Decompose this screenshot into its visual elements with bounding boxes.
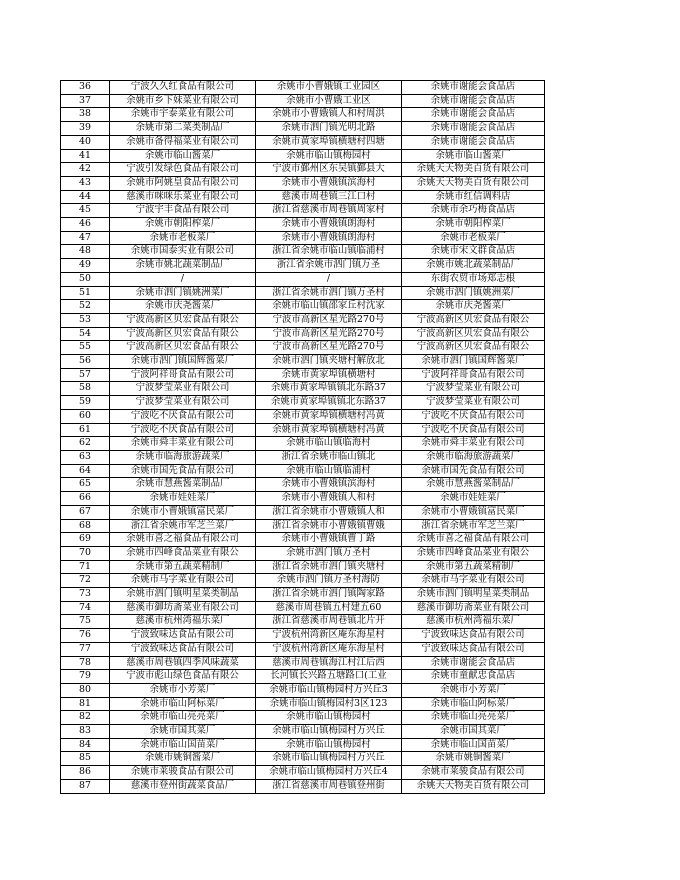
seller-cell: 宁波阿祥哥食品有限公司 — [402, 368, 545, 382]
company-name-cell: / — [110, 272, 256, 286]
company-name-cell: 余姚市四峰食品菜业有限公 — [110, 546, 256, 560]
row-number-cell: 72 — [61, 574, 110, 588]
company-name-cell: 余姚市小曹娥镇富民菜厂 — [110, 505, 256, 519]
company-name-cell: 余姚市临山酱菜厂 — [110, 149, 256, 163]
row-number-cell: 41 — [61, 149, 110, 163]
company-name-cell: 余姚市娃娃菜厂 — [110, 492, 256, 506]
table-row — [61, 437, 545, 451]
seller-cell: 慈溪市御坊斋菜业有限公司 — [402, 601, 545, 615]
company-name-cell: 余姚市莱骏食品有限公司 — [110, 766, 256, 780]
address-cell: 余姚市临山镇梅园村3区123 — [256, 697, 402, 711]
row-number-cell: 61 — [61, 423, 110, 437]
row-number-cell: 55 — [61, 341, 110, 355]
address-cell: 浙江省余姚市小曹娥镇人和 — [256, 505, 402, 519]
address-cell: 余姚市小曹娥镇朗海村 — [256, 218, 402, 232]
data-table — [60, 80, 545, 794]
address-cell: 余姚市黄家埠镇镇北东路37 — [256, 396, 402, 410]
address-cell: 浙江省余姚市泗门镇万圣 — [256, 259, 402, 273]
seller-cell: 余姚市临山阿标菜厂 — [402, 697, 545, 711]
seller-cell: 余姚市临山亮亮菜厂 — [402, 711, 545, 725]
seller-cell: 余姚市莱骏食品有限公司 — [402, 766, 545, 780]
table-row — [61, 259, 545, 273]
address-cell: 余姚市泗门镇万圣村 — [256, 546, 402, 560]
seller-cell: 余姚市朝阳榨菜厂 — [402, 218, 545, 232]
row-number-cell: 39 — [61, 122, 110, 136]
address-cell: 余姚市泗门镇万圣村海防 — [256, 574, 402, 588]
table-row — [61, 711, 545, 725]
seller-cell: 余姚市慧燕酱菜制品厂 — [402, 478, 545, 492]
address-cell: 浙江省余姚市泗门镇夹塘村 — [256, 560, 402, 574]
company-name-cell: 慈溪市杭州湾福乐菜厂 — [110, 615, 256, 629]
seller-cell: 余姚市余巧梅食品店 — [402, 204, 545, 218]
table-row — [61, 738, 545, 752]
seller-cell: 余姚市国其菜厂 — [402, 725, 545, 739]
table-row — [61, 409, 545, 423]
company-name-cell: 余姚市老板菜厂 — [110, 231, 256, 245]
company-name-cell: 余姚市阿姚皇食品有限公司 — [110, 176, 256, 190]
seller-cell: 余姚市临山酱菜厂 — [402, 149, 545, 163]
seller-cell: 余姚市小芳菜厂 — [402, 683, 545, 697]
address-cell: 余姚市临山镇临浦村 — [256, 464, 402, 478]
seller-cell: 余姚市马字菜业有限公司 — [402, 574, 545, 588]
company-name-cell: 余姚市国泰实业有限公司 — [110, 245, 256, 259]
seller-cell: 余姚市谢能会食品店 — [402, 135, 545, 149]
seller-cell: 余姚市泗门镇明星菜类制品 — [402, 588, 545, 602]
company-name-cell: 余姚市泗门镇明星菜类制品 — [110, 588, 256, 602]
seller-cell: 余姚市泗门镇姚洲菜厂 — [402, 286, 545, 300]
table-row — [61, 533, 545, 547]
seller-cell: 慈溪市杭州湾福乐菜厂 — [402, 615, 545, 629]
company-name-cell: 余姚市马字菜业有限公司 — [110, 574, 256, 588]
address-cell: 余姚市小曹娥镇曹丁路 — [256, 533, 402, 547]
row-number-cell: 85 — [61, 752, 110, 766]
address-cell: 余姚市小曹娥镇朗海村 — [256, 231, 402, 245]
table-row — [61, 218, 545, 232]
row-number-cell: 70 — [61, 546, 110, 560]
table-row — [61, 149, 545, 163]
company-name-cell: 宁波阿祥哥食品有限公司 — [110, 368, 256, 382]
table-row — [61, 300, 545, 314]
address-cell: 余姚市临山镇梅园村 — [256, 738, 402, 752]
table-row — [61, 286, 545, 300]
company-name-cell: 余姚市小芳菜厂 — [110, 683, 256, 697]
table-row — [61, 327, 545, 341]
company-name-cell: 余姚市朝阳榨菜厂 — [110, 218, 256, 232]
company-name-cell: 余姚市姚铜酱菜厂 — [110, 752, 256, 766]
row-number-cell: 60 — [61, 409, 110, 423]
address-cell: 余姚市黄家埠镇横塘村四塘 — [256, 135, 402, 149]
table-row — [61, 190, 545, 204]
company-name-cell: 宁波市彪山绿色食品有限公 — [110, 670, 256, 684]
address-cell: 宁波市高新区星光路270号 — [256, 341, 402, 355]
table-row — [61, 423, 545, 437]
address-cell: 余姚市临山镇梅园村万兴丘 — [256, 752, 402, 766]
row-number-cell: 56 — [61, 355, 110, 369]
row-number-cell: 75 — [61, 615, 110, 629]
company-name-cell: 余姚市国其菜厂 — [110, 725, 256, 739]
seller-cell: 余姚市娃娃菜厂 — [402, 492, 545, 506]
address-cell: 余姚市小曹娥工业区 — [256, 94, 402, 108]
address-cell: 余姚市小曹娥镇人和村周洪 — [256, 108, 402, 122]
row-number-cell: 83 — [61, 725, 110, 739]
address-cell: 长河镇长兴路五塘路口(工业 — [256, 670, 402, 684]
address-cell: 余姚市黄家埠镇横塘村冯黄 — [256, 423, 402, 437]
seller-cell: 余姚市童献忠食品店 — [402, 670, 545, 684]
seller-cell: 余姚市姚铜酱菜厂 — [402, 752, 545, 766]
seller-cell: 东街农贸市场郑志根 — [402, 272, 545, 286]
table-row — [61, 629, 545, 643]
table-row — [61, 382, 545, 396]
row-number-cell: 66 — [61, 492, 110, 506]
row-number-cell: 45 — [61, 204, 110, 218]
company-name-cell: 宁波吃不厌食品有限公司 — [110, 409, 256, 423]
address-cell: 浙江省余姚市小曹娥镇曹娥 — [256, 519, 402, 533]
seller-cell: 余姚市四峰食品菜业有限公 — [402, 546, 545, 560]
row-number-cell: 62 — [61, 437, 110, 451]
company-name-cell: 余姚市第二菜类制品厂 — [110, 122, 256, 136]
row-number-cell: 68 — [61, 519, 110, 533]
seller-cell: 余姚市临山国苗菜厂 — [402, 738, 545, 752]
row-number-cell: 47 — [61, 231, 110, 245]
address-cell: 余姚市临山镇梅园村 — [256, 711, 402, 725]
company-name-cell: 余姚市泗门镇国辉酱菜厂 — [110, 355, 256, 369]
row-number-cell: 74 — [61, 601, 110, 615]
company-name-cell: 宁波高新区贝宏食品有限公 — [110, 327, 256, 341]
row-number-cell: 65 — [61, 478, 110, 492]
address-cell: 浙江省慈溪市周巷镇周家村 — [256, 204, 402, 218]
seller-cell: 余姚市临海旅游蔬菜厂 — [402, 450, 545, 464]
table-row — [61, 245, 545, 259]
seller-cell: 余姚市红信调料店 — [402, 190, 545, 204]
company-name-cell: 余姚市泗门镇姚洲菜厂 — [110, 286, 256, 300]
row-number-cell: 77 — [61, 642, 110, 656]
address-cell: 余姚市小曹娥镇滨海村 — [256, 176, 402, 190]
table-row — [61, 313, 545, 327]
seller-cell: 宁波高新区贝宏食品有限公 — [402, 341, 545, 355]
company-name-cell: 慈溪市周巷镇四季风味蔬菜 — [110, 656, 256, 670]
table-row — [61, 176, 545, 190]
table-row — [61, 725, 545, 739]
row-number-cell: 58 — [61, 382, 110, 396]
seller-cell: 余姚市谢能会食品店 — [402, 108, 545, 122]
table-row — [61, 779, 545, 793]
company-name-cell: 浙江省余姚市军芝兰菜厂 — [110, 519, 256, 533]
row-number-cell: 63 — [61, 450, 110, 464]
seller-cell: 余姚市泗门镇国辉酱菜厂 — [402, 355, 545, 369]
row-number-cell: 48 — [61, 245, 110, 259]
address-cell: 余姚市泗门镇夹塘村解放北 — [256, 355, 402, 369]
table-row — [61, 272, 545, 286]
table-row — [61, 355, 545, 369]
row-number-cell: 40 — [61, 135, 110, 149]
seller-cell: 宁波梦莹菜业有限公司 — [402, 396, 545, 410]
row-number-cell: 46 — [61, 218, 110, 232]
row-number-cell: 69 — [61, 533, 110, 547]
row-number-cell: 67 — [61, 505, 110, 519]
address-cell: 余姚市临山镇梅园村万兴丘4 — [256, 766, 402, 780]
seller-cell: 余姚市庆尧酱菜厂 — [402, 300, 545, 314]
seller-cell: 余姚天天物美百货有限公司 — [402, 779, 545, 793]
company-name-cell: 余姚市临山阿标菜厂 — [110, 697, 256, 711]
table-row — [61, 574, 545, 588]
seller-cell: 余姚市国先食品有限公司 — [402, 464, 545, 478]
company-name-cell: 余姚市备得福菜业有限公司 — [110, 135, 256, 149]
address-cell: 浙江省慈溪市周巷镇北片开 — [256, 615, 402, 629]
seller-cell: 余姚市第五蔬菜精制厂 — [402, 560, 545, 574]
row-number-cell: 81 — [61, 697, 110, 711]
row-number-cell: 87 — [61, 779, 110, 793]
seller-cell: 余姚市谢能会食品店 — [402, 81, 545, 95]
row-number-cell: 79 — [61, 670, 110, 684]
table-row — [61, 122, 545, 136]
address-cell: 浙江省余姚市临山镇临浦村 — [256, 245, 402, 259]
seller-cell: 宁波高新区贝宏食品有限公 — [402, 313, 545, 327]
row-number-cell: 78 — [61, 656, 110, 670]
address-cell: 慈溪市周巷镇海江村江后西 — [256, 656, 402, 670]
company-name-cell: 余姚市舜丰菜业有限公司 — [110, 437, 256, 451]
company-name-cell: 宁波高新区贝宏食品有限公 — [110, 313, 256, 327]
company-name-cell: 宁波致味达食品有限公司 — [110, 642, 256, 656]
row-number-cell: 86 — [61, 766, 110, 780]
seller-cell: 宁波梦莹菜业有限公司 — [402, 382, 545, 396]
seller-cell: 余姚天天物美百货有限公司 — [402, 176, 545, 190]
row-number-cell: 49 — [61, 259, 110, 273]
company-name-cell: 宁波引发绿色食品有限公司 — [110, 163, 256, 177]
company-name-cell: 余姚市第五蔬菜精制厂 — [110, 560, 256, 574]
company-name-cell: 余姚市宇泰菜业有限公司 — [110, 108, 256, 122]
table-row — [61, 81, 545, 95]
row-number-cell: 44 — [61, 190, 110, 204]
table-row — [61, 601, 545, 615]
seller-cell: 宁波致味达食品有限公司 — [402, 642, 545, 656]
company-name-cell: 慈溪市登州街蔬菜食品厂 — [110, 779, 256, 793]
company-name-cell: 余姚市乡下妹菜业有限公司 — [110, 94, 256, 108]
company-name-cell: 余姚市临山国苗菜厂 — [110, 738, 256, 752]
table-row — [61, 492, 545, 506]
address-cell: 浙江省慈溪市周巷镇登州街 — [256, 779, 402, 793]
table-row — [61, 204, 545, 218]
seller-cell: 余姚市小曹娥镇富民菜厂 — [402, 505, 545, 519]
seller-cell: 余姚市宋文群食品店 — [402, 245, 545, 259]
address-cell: 浙江省余姚市泗门镇万圣村 — [256, 286, 402, 300]
address-cell: 宁波市高新区星光路270号 — [256, 327, 402, 341]
address-cell: 余姚市临山镇梅园村万兴丘3 — [256, 683, 402, 697]
row-number-cell: 43 — [61, 176, 110, 190]
row-number-cell: 82 — [61, 711, 110, 725]
table-row — [61, 163, 545, 177]
table-row — [61, 396, 545, 410]
row-number-cell: 38 — [61, 108, 110, 122]
address-cell: 余姚市临山镇梅园村万兴丘 — [256, 725, 402, 739]
row-number-cell: 42 — [61, 163, 110, 177]
company-name-cell: 宁波梦莹菜业有限公司 — [110, 396, 256, 410]
seller-cell: 余姚市谢能会食品店 — [402, 656, 545, 670]
address-cell: 余姚市黄家埠镇横塘村 — [256, 368, 402, 382]
company-name-cell: 余姚市慧燕酱菜制品厂 — [110, 478, 256, 492]
table-row — [61, 766, 545, 780]
row-number-cell: 52 — [61, 300, 110, 314]
seller-cell: 浙江省余姚市军芝兰菜厂 — [402, 519, 545, 533]
address-cell: 慈溪市周巷镇三江口村 — [256, 190, 402, 204]
table-row — [61, 464, 545, 478]
table-row — [61, 505, 545, 519]
company-name-cell: 余姚市临山亮亮菜厂 — [110, 711, 256, 725]
table-row — [61, 588, 545, 602]
seller-cell: 宁波吃不厌食品有限公司 — [402, 409, 545, 423]
table-row — [61, 94, 545, 108]
company-name-cell: 余姚市喜之福食品有限公司 — [110, 533, 256, 547]
table-row — [61, 615, 545, 629]
company-name-cell: 慈溪市咪咪乐菜业有限公司 — [110, 190, 256, 204]
seller-cell: 余姚天天物美百货有限公司 — [402, 163, 545, 177]
seller-cell: 余姚市老板菜厂 — [402, 231, 545, 245]
seller-cell: 余姚市姚北蔬菜制品厂 — [402, 259, 545, 273]
table-row — [61, 231, 545, 245]
company-name-cell: 宁波高新区贝宏食品有限公 — [110, 341, 256, 355]
table-row — [61, 752, 545, 766]
address-cell: 余姚市临山镇临海村 — [256, 437, 402, 451]
table-row — [61, 368, 545, 382]
address-cell: 浙江省余姚市泗门镇陶家路 — [256, 588, 402, 602]
row-number-cell: 76 — [61, 629, 110, 643]
company-name-cell: 余姚市国先食品有限公司 — [110, 464, 256, 478]
seller-cell: 余姚市谢能会食品店 — [402, 122, 545, 136]
table-row — [61, 341, 545, 355]
table-row — [61, 135, 545, 149]
seller-cell: 宁波吃不厌食品有限公司 — [402, 423, 545, 437]
row-number-cell: 53 — [61, 313, 110, 327]
company-name-cell: 慈溪市御坊斋菜业有限公司 — [110, 601, 256, 615]
seller-cell: 余姚市谢能会食品店 — [402, 94, 545, 108]
address-cell: 宁波杭州湾新区庵东海星村 — [256, 629, 402, 643]
row-number-cell: 36 — [61, 81, 110, 95]
table-row — [61, 656, 545, 670]
row-number-cell: 73 — [61, 588, 110, 602]
address-cell: 余姚市黄家埠镇镇北东路37 — [256, 382, 402, 396]
table-row — [61, 697, 545, 711]
row-number-cell: 71 — [61, 560, 110, 574]
address-cell: 宁波市高新区星光路270号 — [256, 313, 402, 327]
address-cell: 余姚市小曹娥镇工业园区 — [256, 81, 402, 95]
company-name-cell: 宁波致味达食品有限公司 — [110, 629, 256, 643]
address-cell: 余姚市黄家埠镇横塘村冯黄 — [256, 409, 402, 423]
address-cell: 宁波市鄞州区东吴镇鄞县大 — [256, 163, 402, 177]
address-cell: 余姚市泗门镇光明北路 — [256, 122, 402, 136]
address-cell: / — [256, 272, 402, 286]
row-number-cell: 50 — [61, 272, 110, 286]
company-name-cell: 余姚市临海旅游蔬菜厂 — [110, 450, 256, 464]
row-number-cell: 80 — [61, 683, 110, 697]
row-number-cell: 51 — [61, 286, 110, 300]
table-row — [61, 450, 545, 464]
row-number-cell: 54 — [61, 327, 110, 341]
company-name-cell: 宁波宇丰食品有限公司 — [110, 204, 256, 218]
company-name-cell: 余姚市庆尧酱菜厂 — [110, 300, 256, 314]
table-row — [61, 670, 545, 684]
company-name-cell: 宁波梦莹菜业有限公司 — [110, 382, 256, 396]
seller-cell: 宁波高新区贝宏食品有限公 — [402, 327, 545, 341]
company-name-cell: 宁波久久红食品有限公司 — [110, 81, 256, 95]
address-cell: 余姚市临山镇梅园村 — [256, 149, 402, 163]
row-number-cell: 59 — [61, 396, 110, 410]
address-cell: 余姚市小曹娥镇人和村 — [256, 492, 402, 506]
table-row — [61, 642, 545, 656]
address-cell: 宁波杭州湾新区庵东海星村 — [256, 642, 402, 656]
table-row — [61, 546, 545, 560]
seller-cell: 余姚市喜之福食品有限公司 — [402, 533, 545, 547]
table-row — [61, 478, 545, 492]
seller-cell: 宁波致味达食品有限公司 — [402, 629, 545, 643]
row-number-cell: 64 — [61, 464, 110, 478]
row-number-cell: 37 — [61, 94, 110, 108]
table-body — [61, 81, 545, 794]
company-name-cell: 余姚市姚北蔬菜制品厂 — [110, 259, 256, 273]
table-row — [61, 108, 545, 122]
row-number-cell: 84 — [61, 738, 110, 752]
company-name-cell: 宁波吃不厌食品有限公司 — [110, 423, 256, 437]
table-row — [61, 683, 545, 697]
table-row — [61, 560, 545, 574]
address-cell: 慈溪市周巷镇五村建五60 — [256, 601, 402, 615]
table-row — [61, 519, 545, 533]
seller-cell: 余姚市舜丰菜业有限公司 — [402, 437, 545, 451]
address-cell: 余姚市临山镇邵家丘村沈家 — [256, 300, 402, 314]
row-number-cell: 57 — [61, 368, 110, 382]
address-cell: 余姚市小曹娥镇滨海村 — [256, 478, 402, 492]
address-cell: 浙江省余姚市临山镇北 — [256, 450, 402, 464]
